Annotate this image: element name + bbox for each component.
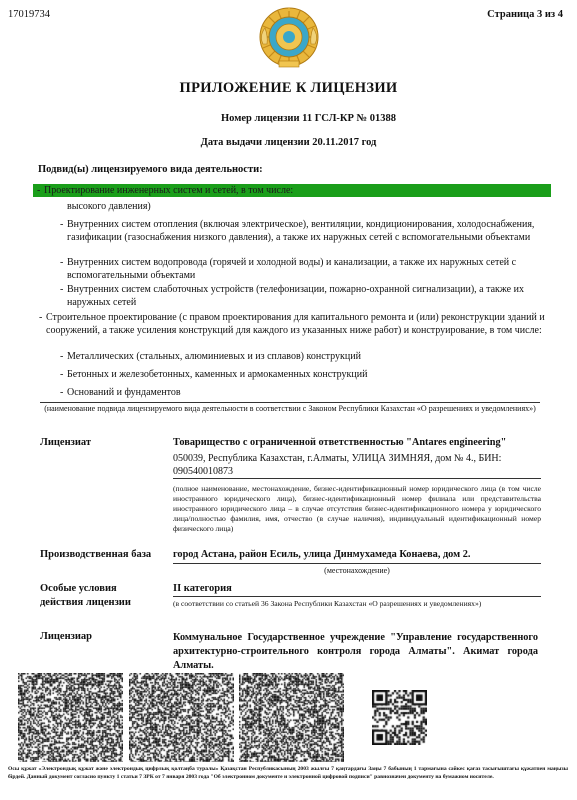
list-item: - Оснований и фундаментов (60, 387, 181, 398)
page-number: Страница 3 из 4 (487, 9, 563, 20)
special-conditions-note: (в соответствии со статьей 36 Закона Республики Казахстан «О разрешениях и уведомлениях») (173, 599, 482, 608)
highlighted-activity-label: Проектирование инженерных систем и сетей, в том числе: (44, 185, 294, 196)
kazakhstan-emblem-icon (257, 6, 321, 70)
datamatrix-code-3 (239, 673, 344, 762)
licensee-note: (полное наименование, местонахождение, бизнес-идентификационный номер юридического лица (в том числе иностранного юридического лица), бизнес-идентификационный номер филиала или представительства иностранного юридического лица – в случае отсутствия бизнес-идентификационного номера у юридического лица/полностью фамилия, имя, отчество (в случае наличия), индивидуальный идентификационный номер физического лица) (173, 484, 541, 533)
licensee-label: Лицензиат (40, 437, 92, 448)
datamatrix-code-2 (129, 673, 234, 762)
special-conditions-value: II категория (173, 583, 232, 594)
license-date: Дата выдачи лицензии 20.11.2017 год (200, 137, 377, 148)
list-item: - Внутренних систем отопления (включая электрическое), вентиляции, кондиционирования, холодоснабжения, газификации (газоснабжения низкого давления), а также их наружных сетей с вспомогательными объектами (60, 219, 535, 243)
production-base-label: Производственная база (40, 549, 152, 560)
divider (173, 478, 541, 479)
list-item: - Металлических (стальных, алюминиевых и из сплавов) конструкций (60, 351, 361, 362)
page-title: ПРИЛОЖЕНИЕ К ЛИЦЕНЗИИ (179, 80, 398, 96)
list-item: - Строительное проектирование (с правом проектирования для капитального ремонта и (или) реконструкции зданий и сооружений, а также усиления конструкций для каждого из указанных ниже работ) и конструирование, в том числе: (39, 312, 545, 336)
license-number: Номер лицензии 11 ГСЛ-КР № 01388 (221, 113, 396, 124)
divider (40, 402, 540, 403)
special-conditions-label: Особые условия (40, 583, 117, 594)
licensee-address: 050039, Республика Казахстан, г.Алматы, УЛИЦА ЗИМНЯЯ, дом № 4., БИН: 090540010873 (173, 453, 502, 477)
datamatrix-code-1 (18, 673, 123, 762)
special-conditions-label-2: действия лицензии (40, 597, 131, 608)
production-base-value: город Астана, район Есиль, улица Динмухамеда Конаева, дом 2. (173, 549, 471, 560)
list-item: - Бетонных и железобетонных, каменных и армокаменных конструкций (60, 369, 368, 380)
bullet-dash: - (37, 185, 41, 196)
highlighted-activity (37, 184, 294, 197)
licensor-label: Лицензиар (40, 631, 92, 642)
list-item: - Внутренних систем водопровода (горячей и холодной воды) и канализации, а также их наружных сетей с вспомогательными объектами (60, 257, 517, 281)
activities-note: (наименование подвида лицензируемого вида деятельности в соответствии с Законом Республики Казахстан «О разрешениях и уведомлениях») (44, 404, 536, 413)
list-item: высокого давления) (67, 201, 151, 212)
subtypes-heading: Подвид(ы) лицензируемого вида деятельности: (38, 164, 263, 175)
divider (173, 596, 541, 597)
production-base-note: (местонахождение) (324, 566, 390, 575)
qr-code (372, 690, 427, 745)
licensee-name: Товарищество с ограниченной ответственностью "Antares engineering" (173, 437, 507, 448)
document-id: 17019734 (8, 9, 50, 20)
footer-disclaimer: Осы құжат «Электрондық құжат және электрондық цифрлық қолтаңба туралы» Қазақстан Республикасының 2003 жылғы 7 қаңтардағы Заңы 7 бабының 1 тармағына сәйкес қағаз тасығыштағы құжатпен маңызы бірдей. Данный документ согласно пункту 1 статьи 7 ЗРК от 7 января 2003 года "Об электронном документе и электронной цифровой подписи" равнозначен документу на бумажном носителе. (8, 766, 568, 780)
licensor-value: Коммунальное Государственное учреждение "Управление государственного архитектурно-строительного контроля города Алматы". Акимат города Алматы. (173, 632, 538, 671)
list-item: - Внутренних систем слаботочных устройств (телефонизации, пожарно-охранной сигнализации), а также их наружных сетей (60, 284, 524, 308)
divider (173, 563, 541, 564)
